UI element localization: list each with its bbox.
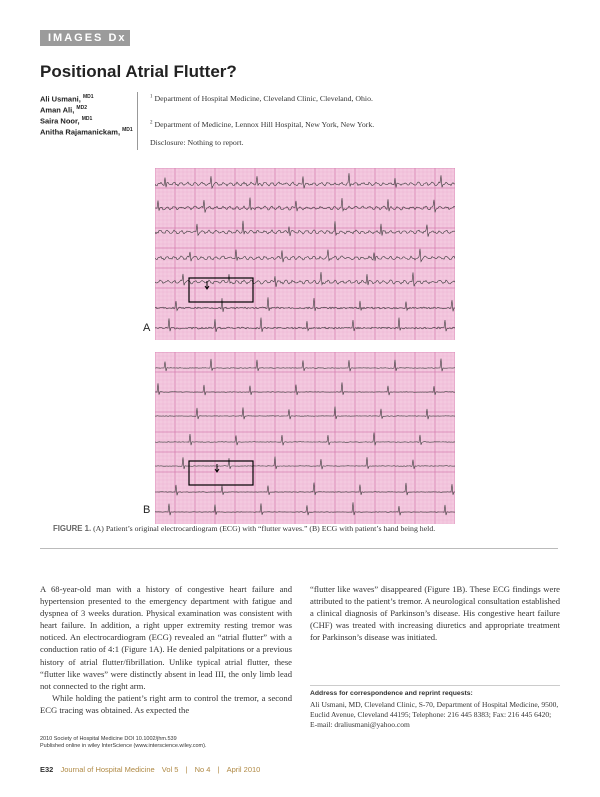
section-banner: IMAGES Dx bbox=[40, 30, 130, 46]
author: Aman Ali, $^{MD2}$ bbox=[40, 105, 87, 115]
page-number: E32 bbox=[40, 765, 54, 774]
ecg-panel-b bbox=[155, 352, 455, 524]
correspondence-text: Ali Usmani, MD, Cleveland Clinic, S-70, Department of Hospital Medicine, 9500, Euclid Avenue, Cleveland 44195; Telephone: 216 445 8383; Fax: 216 445 6420; E-mail: draliusmani@yahoo.com bbox=[310, 700, 559, 729]
caption-text: (A) Patient’s original electrocardiogram (ECG) with “flutter waves.” (B) ECG with patient’s hand being held. bbox=[93, 524, 436, 533]
correspondence-heading: Address for correspondence and reprint requests: bbox=[310, 690, 473, 697]
rule bbox=[310, 685, 560, 686]
volume: Vol 5 bbox=[161, 765, 179, 774]
panel-label-b: B bbox=[143, 504, 151, 516]
rule bbox=[40, 548, 558, 549]
paragraph: While holding the patient’s right arm to control the tremor, a second ECG tracing was obtained. As expected the bbox=[40, 692, 292, 715]
body-column-right bbox=[310, 583, 560, 643]
affiliation: $^1$ Department of Hospital Medicine, Cleveland Clinic, Cleveland, Ohio. bbox=[150, 94, 373, 103]
copyright: 2010 Society of Hospital Medicine DOI 10.1002/jhm.539 Published online in wiley InterScience (www.interscience.wiley.com). bbox=[40, 736, 207, 749]
journal-name: Journal of Hospital Medicine bbox=[60, 765, 155, 774]
ecg-tracing bbox=[155, 168, 455, 340]
arrow-down-icon bbox=[205, 281, 209, 289]
paragraph: A 68-year-old man with a history of congestive heart failure and hypertension presented to the emergency department with fatigue and dyspnea of 3 weeks duration. Physical examination was consistent with heart failure. In addition, a right upper extremity resting tremor was noticed. An electrocardiogram (ECG) revealed an “atrial flutter” with a conduction ratio of 4:1 (Figure 1A). He denied palpitations or a previous history of atrial flutter/fibrillation. Unlike typical atrial flutter, these “flutter like waves” were distinctly absent in lead III, the only limb lead not connected to the right arm. bbox=[40, 584, 292, 691]
date: April 2010 bbox=[226, 765, 261, 774]
ecg-tracing bbox=[155, 352, 455, 524]
figure-label: FIGURE 1. bbox=[53, 524, 92, 533]
divider bbox=[137, 92, 138, 150]
author: Ali Usmani, $^{MD1}$ bbox=[40, 94, 94, 104]
page-footer: E32 Journal of Hospital Medicine Vol 5 | No 4 | April 2010 bbox=[40, 765, 261, 774]
disclosure: Disclosure: Nothing to report. bbox=[150, 138, 244, 147]
paragraph: “flutter like waves” disappeared (Figure 1B). These ECG findings were attributed to the patient’s tremor. A neurological consultation established a clinical diagnosis of Parkinson’s disease. His congestive heart failure (CHF) was treated with increasing diuretics and appropriate treatment for Parkinson’s disease was initiated. bbox=[310, 584, 560, 643]
article-title: Positional Atrial Flutter? bbox=[40, 62, 237, 81]
issue: No 4 bbox=[194, 765, 211, 774]
highlight-box bbox=[189, 278, 253, 302]
figure-caption bbox=[53, 524, 435, 533]
ecg-panel-a bbox=[155, 168, 455, 340]
author: Anitha Rajamanickam, $^{MD1}$ bbox=[40, 127, 133, 137]
author: Saira Noor, $^{MD1}$ bbox=[40, 116, 93, 126]
affiliation: $^2$ Department of Medicine, Lennox Hill Hospital, New York, New York. bbox=[150, 120, 375, 129]
panel-label-a: A bbox=[143, 322, 151, 334]
highlight-box bbox=[189, 461, 253, 485]
body-column-left bbox=[40, 583, 292, 716]
author-list bbox=[40, 93, 133, 137]
